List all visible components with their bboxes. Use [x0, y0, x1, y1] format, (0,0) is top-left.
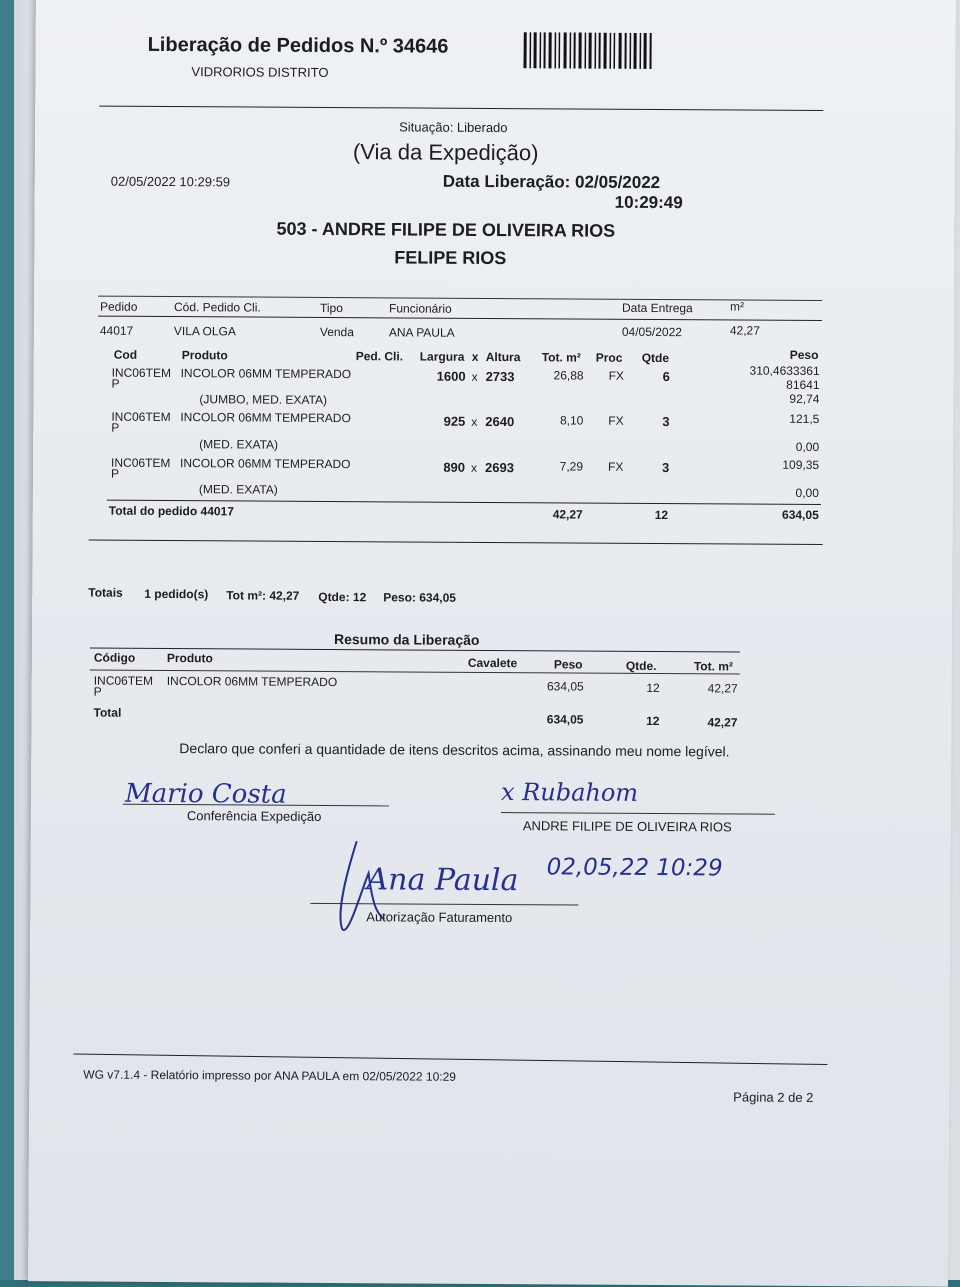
- item-altura: 2733: [485, 368, 515, 385]
- order-type: Venda: [319, 324, 354, 340]
- item-largura: 1600: [436, 368, 466, 384]
- item-cod: INC06TEM: [111, 455, 171, 471]
- order-number: 44017: [99, 323, 134, 338]
- totals-qtde: Qtde: 12: [318, 589, 367, 605]
- conference-label: Conferência Expedição: [186, 808, 322, 824]
- item-note: (MED. EXATA): [198, 482, 278, 497]
- summary-col-produto: Produto: [166, 651, 213, 666]
- summary-col-qtde: Qtde.: [625, 658, 657, 674]
- order-total-peso: 634,05: [782, 507, 819, 522]
- col-funcionario: Funcionário: [388, 301, 452, 316]
- release-date: Data Liberação: 02/05/2022: [442, 171, 661, 193]
- totals-peso: Peso: 634,05: [383, 590, 457, 605]
- items-col-qtde: Qtde: [641, 350, 670, 366]
- copy-label: (Via da Expedição): [352, 139, 539, 166]
- item-tot-m2: 8,10: [559, 413, 584, 428]
- footer-rule: [73, 1053, 827, 1065]
- summary-row-code-suffix: P: [93, 684, 102, 699]
- item-largura: 890: [443, 459, 466, 475]
- document-page: [28, 0, 956, 1287]
- summary-row-code: INC06TEM: [93, 673, 154, 688]
- client-signature-line: [501, 812, 775, 815]
- item-tot-m2: 7,29: [559, 459, 584, 474]
- printed-datetime: 02/05/2022 10:29:59: [110, 173, 231, 190]
- items-col-altura: Altura: [485, 349, 521, 365]
- barcode: [523, 32, 653, 71]
- items-col-ped-cli: Ped. Cli.: [355, 349, 404, 364]
- item-proc: FX: [608, 368, 624, 383]
- col-data-entrega: Data Entrega: [621, 300, 693, 316]
- client-label: ANDRE FILIPE DE OLIVEIRA RIOS: [522, 818, 732, 835]
- item-peso-cont: 81641: [786, 377, 820, 392]
- items-col-tot-m2: Tot. m²: [541, 350, 581, 365]
- company-name: VIDRORIOS DISTRITO: [191, 64, 329, 80]
- declaration-text: Declaro que conferi a quantidade de itens descritos acima, assinando meu nome legível.: [179, 740, 730, 760]
- items-col-largura: Largura: [419, 349, 465, 364]
- summary-row-tot-m2: 42,27: [707, 681, 738, 696]
- item-note: (MED. EXATA): [199, 437, 279, 452]
- items-col-peso: Peso: [789, 347, 819, 362]
- item-altura: 2640: [485, 413, 515, 430]
- item-note-peso: 0,00: [795, 485, 819, 500]
- document-title: Liberação de Pedidos N.º 34646: [147, 33, 449, 58]
- release-time: 10:29:49: [614, 192, 683, 213]
- item-product: INCOLOR 06MM TEMPERADO: [180, 366, 352, 382]
- item-note: (JUMBO, MED. EXATA): [199, 392, 328, 407]
- auth-signature: [326, 833, 547, 944]
- col-pedido: Pedido: [99, 299, 138, 314]
- item-qtde: 3: [662, 414, 670, 430]
- summary-col-peso: Peso: [553, 657, 583, 672]
- page-number: Página 2 de 2: [733, 1089, 814, 1105]
- item-cod-suffix: P: [111, 420, 120, 435]
- summary-row-qtde: 12: [646, 680, 660, 696]
- svg-text:Mario Costa: Mario Costa: [124, 778, 287, 810]
- footer-report-info: WG v7.1.4 - Relatório impresso por ANA PAULA em 02/05/2022 10:29: [83, 1067, 457, 1084]
- item-peso: 109,35: [782, 457, 820, 472]
- item-x: x: [471, 460, 478, 475]
- item-proc: FX: [608, 459, 624, 474]
- item-largura: 925: [443, 413, 466, 429]
- summary-col-codigo: Código: [93, 650, 136, 665]
- order-m2: 42,27: [729, 323, 760, 338]
- col-tipo: Tipo: [319, 300, 343, 316]
- item-cod: INC06TEM: [111, 409, 171, 425]
- client-signature: [497, 770, 697, 811]
- item-product: INCOLOR 06MM TEMPERADO: [180, 456, 351, 472]
- client-nickname: FELIPE RIOS: [394, 247, 507, 269]
- item-peso: 121,5: [789, 411, 820, 426]
- item-qtde: 3: [662, 460, 670, 476]
- section-end-rule: [89, 540, 823, 545]
- item-cod-suffix: P: [110, 466, 120, 481]
- svg-text:x Rubahom: x Rubahom: [500, 778, 639, 807]
- summary-total-qtde: 12: [646, 713, 660, 729]
- svg-text:02,05,22 10:29: 02,05,22 10:29: [546, 854, 723, 882]
- summary-row-peso: 634,05: [546, 679, 584, 694]
- order-client-code: VILA OLGA: [173, 324, 236, 339]
- order-total-m2: 42,27: [552, 507, 583, 522]
- item-cod-suffix: P: [111, 376, 120, 391]
- summary-col-tot-m2: Tot. m²: [693, 659, 733, 674]
- auth-label: Autorização Faturamento: [366, 909, 513, 926]
- order-total-qtde: 12: [654, 507, 669, 523]
- summary-title: Resumo da Liberação: [333, 631, 480, 648]
- totals-orders: 1 pedido(s): [144, 586, 209, 602]
- item-note-peso: 0,00: [795, 439, 820, 454]
- items-col-cod: Cod: [113, 347, 138, 362]
- item-peso: 310,4633361: [749, 363, 820, 378]
- item-product: INCOLOR 06MM TEMPERADO: [180, 410, 351, 426]
- totals-label: Totais: [88, 585, 123, 600]
- order-delivery-date: 04/05/2022: [621, 324, 682, 340]
- summary-total-tot-m2: 42,27: [707, 715, 738, 730]
- item-cod: INC06TEM: [111, 365, 172, 381]
- status-text: Situação: Liberado: [399, 119, 508, 136]
- item-qtde: 6: [662, 369, 670, 385]
- item-x: x: [471, 414, 478, 429]
- handwritten-date: [543, 844, 773, 885]
- item-note-peso: 92,74: [789, 391, 820, 406]
- items-col-proc: Proc: [595, 350, 623, 365]
- summary-total-label: Total: [93, 705, 122, 720]
- summary-row-product: INCOLOR 06MM TEMPERADO: [166, 674, 338, 690]
- item-altura: 2693: [485, 459, 515, 476]
- item-proc: FX: [608, 413, 624, 428]
- item-x: x: [471, 369, 478, 384]
- col-m2: m²: [729, 299, 745, 314]
- order-employee: ANA PAULA: [388, 325, 455, 340]
- items-col-produto: Produto: [181, 348, 228, 363]
- summary-col-cavalete: Cavalete: [467, 655, 518, 671]
- item-tot-m2: 26,88: [553, 368, 584, 383]
- client-name: 503 - ANDRE FILIPE DE OLIVEIRA RIOS: [276, 218, 616, 241]
- order-total-label: Total do pedido 44017: [108, 503, 234, 519]
- order-header-rule: [98, 316, 822, 321]
- svg-text:Ana Paula: Ana Paula: [366, 862, 519, 899]
- totals-m2: Tot m²: 42,27: [226, 588, 300, 603]
- items-col-x: x: [471, 349, 479, 364]
- col-cod-pedido-cli: Cód. Pedido Cli.: [173, 300, 261, 315]
- summary-total-peso: 634,05: [546, 712, 584, 727]
- conference-signature: [121, 772, 391, 814]
- header-rule: [99, 106, 823, 111]
